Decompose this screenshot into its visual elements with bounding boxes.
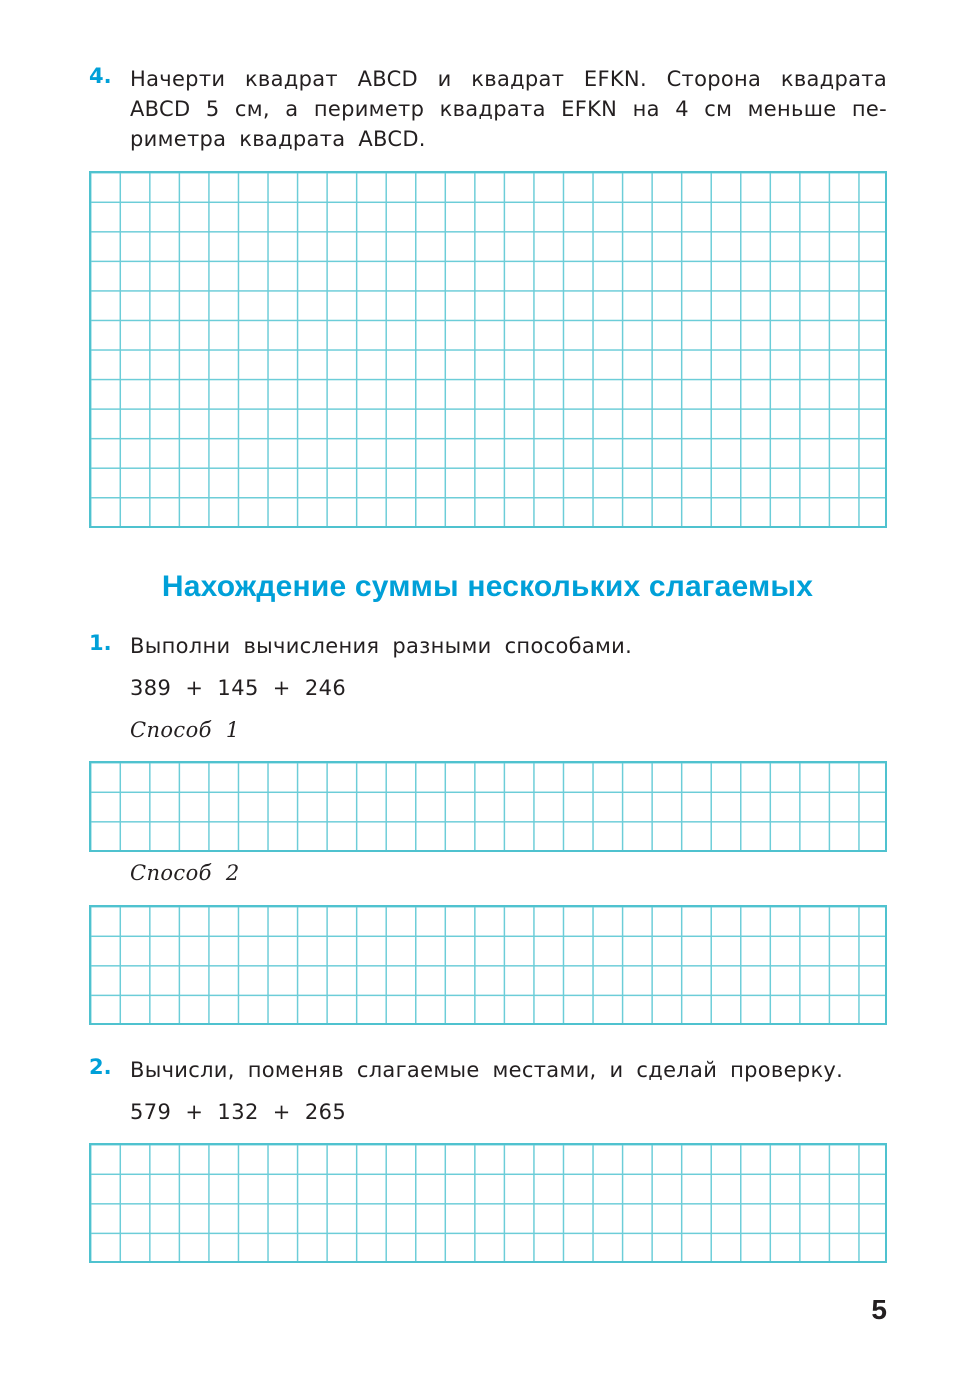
- way-2-label: Способ 2: [130, 861, 240, 885]
- task-number: 4.: [89, 64, 112, 88]
- task-1: [89, 631, 887, 661]
- grid-task-2[interactable]: [89, 1143, 887, 1263]
- task-text: Вычисли, поменяв слагаемые местами, и сделай проверку.: [130, 1058, 844, 1082]
- grid-task-4[interactable]: [89, 171, 887, 528]
- grid-way-1[interactable]: [89, 761, 887, 852]
- expression: 579 + 132 + 265: [130, 1100, 347, 1124]
- expression: 389 + 145 + 246: [130, 676, 347, 700]
- task-text: Начерти квадрат ABCD и квадрат EFKN. Сторона квадрата ABCD 5 см, а периметр квадрата EFKN на 4 см меньше пе-риметра квадрата ABCD.: [130, 67, 887, 151]
- page-number: 5: [871, 1294, 887, 1325]
- task-4: [89, 64, 887, 154]
- task-number: 2.: [89, 1055, 112, 1079]
- task-text: Выполни вычисления разными способами.: [130, 634, 633, 658]
- task-2: [89, 1055, 887, 1085]
- grid-way-2[interactable]: [89, 905, 887, 1025]
- task-number: 1.: [89, 631, 112, 655]
- section-title: Нахождение суммы нескольких слагаемых: [161, 570, 814, 603]
- way-1-label: Способ 1: [130, 718, 240, 742]
